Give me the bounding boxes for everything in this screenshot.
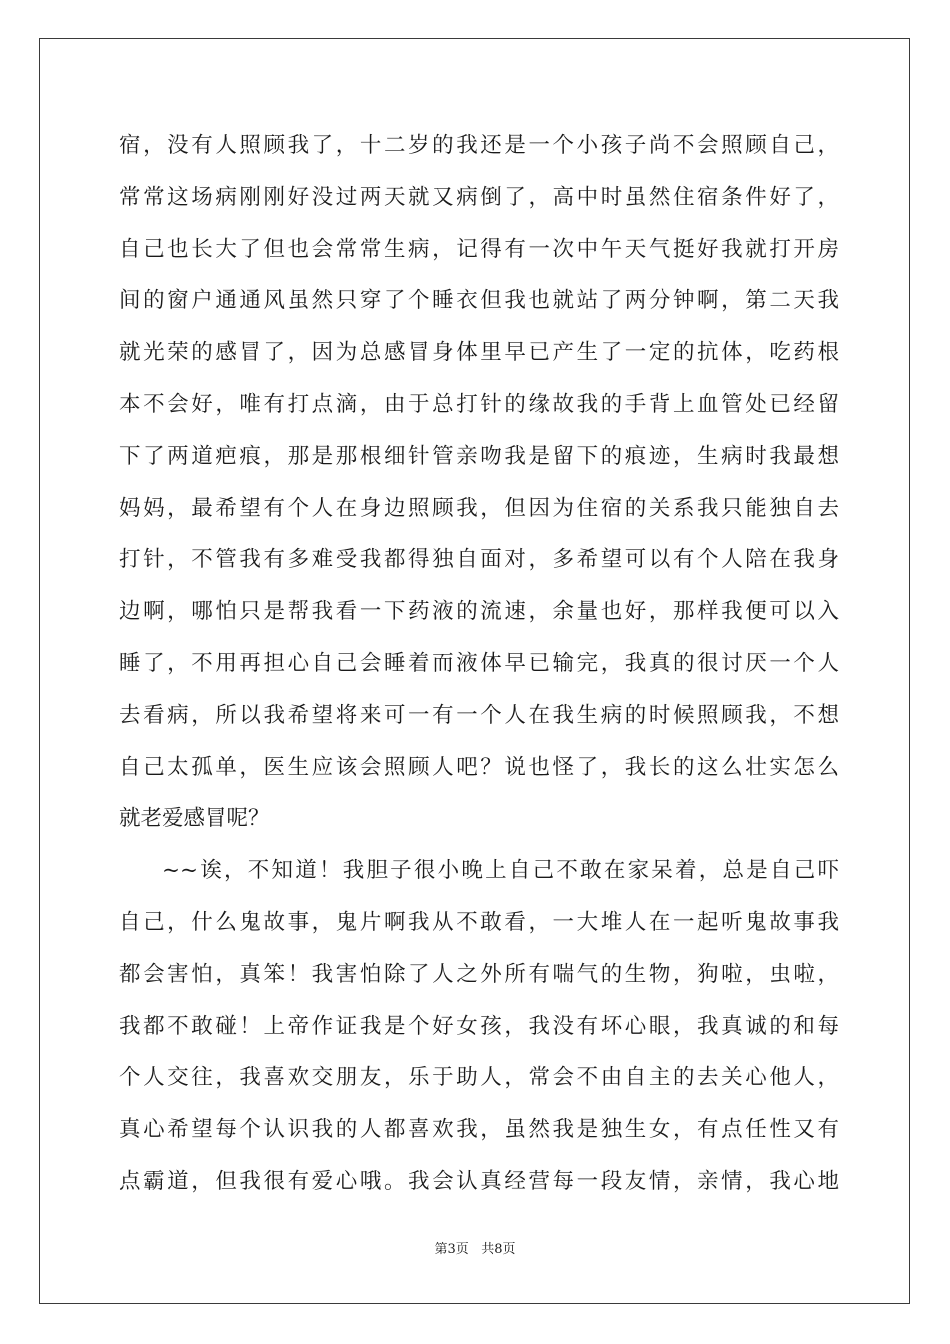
text-line: 自己也长大了但也会常常生病，记得有一次中午天气挺好我就打开房 bbox=[119, 236, 839, 262]
text-line: 我都不敢碰！上帝作证我是个好女孩，我没有坏心眼，我真诚的和每 bbox=[119, 1013, 839, 1039]
text-line: 本不会好，唯有打点滴，由于总打针的缘故我的手背上血管处已经留 bbox=[119, 391, 839, 417]
text-line: 就光荣的感冒了，因为总感冒身体里早已产生了一定的抗体，吃药根 bbox=[119, 340, 839, 366]
text-line: 自己，什么鬼故事，鬼片啊我从不敢看，一大堆人在一起听鬼故事我 bbox=[119, 909, 839, 935]
text-line: 下了两道疤痕，那是那根细针管亲吻我是留下的痕迹，生病时我最想 bbox=[119, 443, 839, 469]
text-line: 自己太孤单，医生应该会照顾人吧？说也怪了，我长的这么壮实怎么 bbox=[119, 754, 839, 780]
text-line: 妈妈，最希望有个人在身边照顾我，但因为住宿的关系我只能独自去 bbox=[119, 495, 839, 521]
text-line: 去看病，所以我希望将来可一有一个人在我生病的时候照顾我，不想 bbox=[119, 702, 839, 728]
paragraph-1 bbox=[119, 126, 839, 851]
text-line: 常常这场病刚刚好没过两天就又病倒了，高中时虽然住宿条件好了， bbox=[119, 184, 839, 210]
text-line: ~~诶，不知道！我胆子很小晚上自己不敢在家呆着，总是自己吓 bbox=[162, 858, 839, 884]
text-line: 宿，没有人照顾我了，十二岁的我还是一个小孩子尚不会照顾自己， bbox=[119, 133, 839, 158]
page-total: 共8页 bbox=[481, 1242, 516, 1257]
text-line: 睡了，不用再担心自己会睡着而液体早已输完，我真的很讨厌一个人 bbox=[119, 650, 839, 676]
text-line: 间的窗户通通风虽然只穿了个睡衣但我也就站了两分钟啊，第二天我 bbox=[119, 288, 839, 314]
text-line: 都会害怕，真笨！我害怕除了人之外所有喘气的生物，狗啦，虫啦， bbox=[119, 961, 839, 987]
text-line: 打针，不管我有多难受我都得独自面对，多希望可以有个人陪在我身 bbox=[119, 547, 839, 573]
paragraph-2 bbox=[119, 851, 839, 1214]
document-body bbox=[119, 126, 839, 1214]
page-footer bbox=[0, 1240, 950, 1260]
text-line: 边啊，哪怕只是帮我看一下药液的流速，余量也好，那样我便可以入 bbox=[119, 599, 839, 625]
text-line: 点霸道，但我很有爱心哦。我会认真经营每一段友情，亲情，我心地 bbox=[119, 1168, 839, 1194]
text-line: 个人交往，我喜欢交朋友，乐于助人，常会不由自主的去关心他人， bbox=[119, 1065, 839, 1091]
text-line: 就老爱感冒呢？ bbox=[119, 806, 270, 832]
page-number: 第3页 bbox=[434, 1242, 469, 1257]
text-line: 真心希望每个认识我的人都喜欢我，虽然我是独生女，有点任性又有 bbox=[119, 1117, 839, 1143]
